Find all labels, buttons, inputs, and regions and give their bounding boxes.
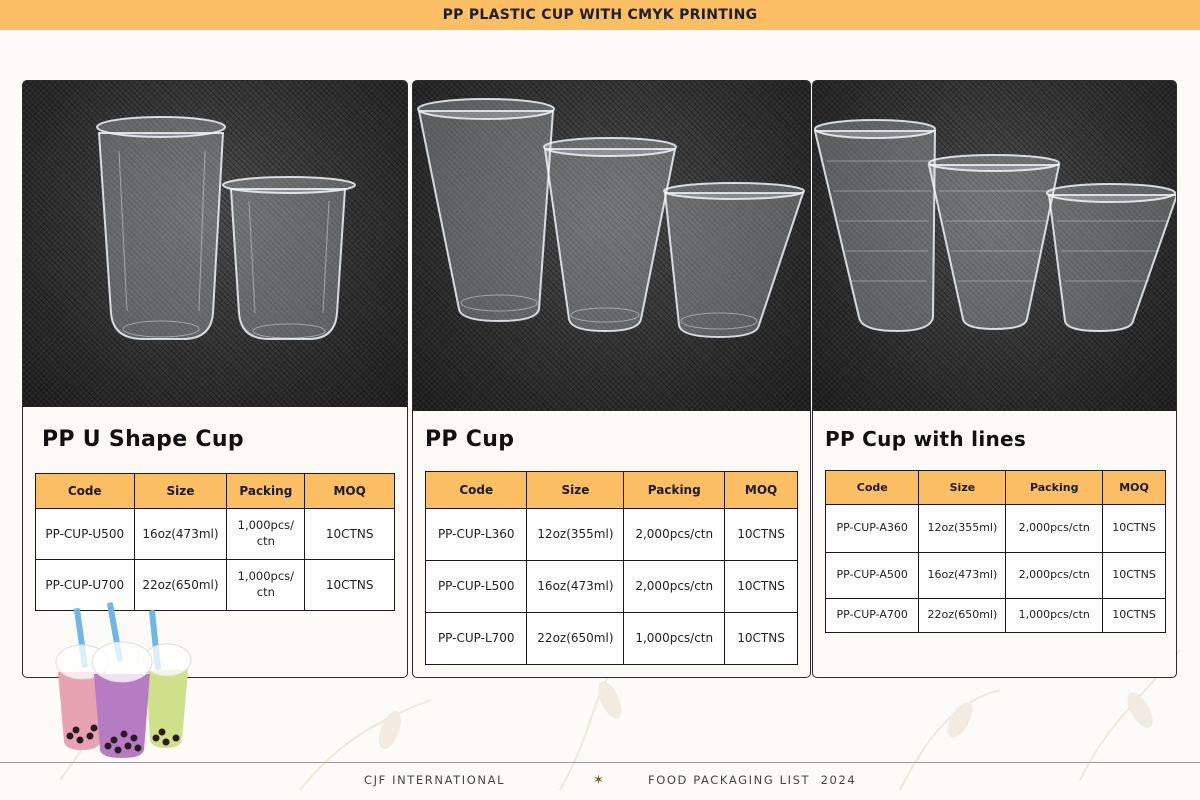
- u-shape-cups-photo: [23, 81, 407, 407]
- cell-code: PP-CUP-L360: [426, 509, 527, 561]
- header-banner: [0, 0, 1200, 30]
- col-header-code: Code: [826, 471, 919, 505]
- col-header-packing: Packing: [624, 472, 725, 509]
- cell-code: PP-CUP-U500: [36, 509, 135, 560]
- table-row: [826, 599, 1166, 633]
- cell-packing: 2,000pcs/ctn: [1006, 553, 1103, 599]
- cell-packing: 2,000pcs/ctn: [624, 509, 725, 561]
- cell-code: PP-CUP-A700: [826, 599, 919, 633]
- pp-cups-with-lines-photo: [813, 81, 1176, 411]
- cell-moq: 10CTNS: [1103, 505, 1166, 553]
- page-title: PP PLASTIC CUP WITH CMYK PRINTING: [442, 7, 758, 23]
- table-row: [426, 613, 798, 665]
- cell-size: 22oz(650ml): [919, 599, 1006, 633]
- cell-moq: 10CTNS: [1103, 599, 1166, 633]
- cell-moq: 10CTNS: [1103, 553, 1166, 599]
- cell-packing: 1,000pcs/ ctn: [227, 509, 305, 560]
- panel-title-u-shape: PP U Shape Cup: [42, 427, 244, 452]
- cell-size: 22oz(650ml): [134, 560, 227, 611]
- col-header-size: Size: [527, 472, 624, 509]
- product-panel-pp-cup: [412, 80, 811, 678]
- spec-table-pp-cup: [425, 471, 798, 665]
- table-row: [826, 505, 1166, 553]
- table-row: [426, 561, 798, 613]
- col-header-code: Code: [426, 472, 527, 509]
- cell-code: PP-CUP-A500: [826, 553, 919, 599]
- col-header-moq: MOQ: [1103, 471, 1166, 505]
- col-header-size: Size: [134, 474, 227, 509]
- footer-list-title: FOOD PACKAGING LIST 2024: [648, 773, 857, 787]
- table-header-row: [826, 471, 1166, 505]
- col-header-moq: MOQ: [725, 472, 798, 509]
- table-header-row: [36, 474, 395, 509]
- col-header-packing: Packing: [227, 474, 305, 509]
- cell-packing: 1,000pcs/ctn: [1006, 599, 1103, 633]
- footer-company: CJF INTERNATIONAL: [364, 773, 506, 787]
- spec-table-pp-cup-lines: [825, 470, 1166, 633]
- cell-code: PP-CUP-L700: [426, 613, 527, 665]
- cell-size: 22oz(650ml): [527, 613, 624, 665]
- table-row: [826, 553, 1166, 599]
- spec-table-u-shape: [35, 473, 395, 611]
- cell-packing: 2,000pcs/ctn: [624, 561, 725, 613]
- cell-moq: 10CTNS: [725, 613, 798, 665]
- panel-title-pp-cup-lines: PP Cup with lines: [825, 427, 1027, 451]
- table-row: [36, 509, 395, 560]
- cell-size: 16oz(473ml): [134, 509, 227, 560]
- cell-packing: 2,000pcs/ctn: [1006, 505, 1103, 553]
- cell-code: PP-CUP-U700: [36, 560, 135, 611]
- cell-code: PP-CUP-L500: [426, 561, 527, 613]
- product-panel-pp-cup-lines: [812, 80, 1177, 678]
- cell-size: 12oz(355ml): [527, 509, 624, 561]
- pp-cups-photo: [413, 81, 810, 411]
- footer-divider: [0, 762, 1200, 763]
- cell-size: 16oz(473ml): [527, 561, 624, 613]
- cell-size: 12oz(355ml): [919, 505, 1006, 553]
- cell-code: PP-CUP-A360: [826, 505, 919, 553]
- col-header-code: Code: [36, 474, 135, 509]
- table-header-row: [426, 472, 798, 509]
- col-header-moq: MOQ: [305, 474, 395, 509]
- cell-moq: 10CTNS: [725, 561, 798, 613]
- panel-title-pp-cup: PP Cup: [425, 427, 515, 452]
- product-panel-u-shape: [22, 80, 408, 678]
- star-icon: ✶: [593, 773, 604, 788]
- bubble-tea-cups-illustration: [50, 600, 200, 760]
- cell-size: 16oz(473ml): [919, 553, 1006, 599]
- table-row: [426, 509, 798, 561]
- col-header-size: Size: [919, 471, 1006, 505]
- cell-moq: 10CTNS: [305, 509, 395, 560]
- cell-packing: 1,000pcs/ctn: [624, 613, 725, 665]
- cell-packing: 1,000pcs/ ctn: [227, 560, 305, 611]
- cell-moq: 10CTNS: [305, 560, 395, 611]
- cell-moq: 10CTNS: [725, 509, 798, 561]
- col-header-packing: Packing: [1006, 471, 1103, 505]
